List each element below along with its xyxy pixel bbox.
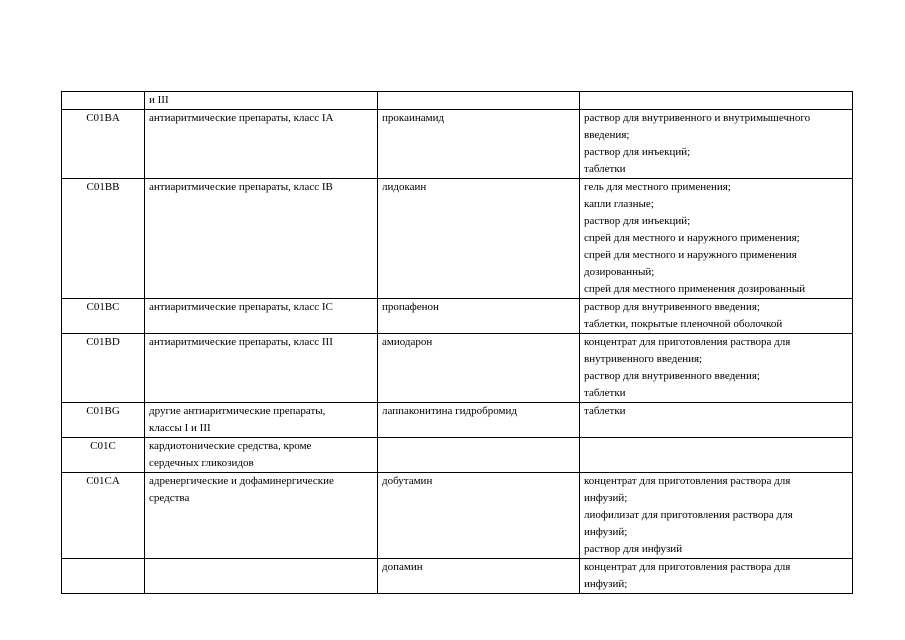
- atc-code-cell: [62, 559, 145, 594]
- drug-text-line: прокаинамид: [382, 112, 445, 124]
- drug-text-line: амиодарон: [382, 336, 433, 348]
- forms-text-line: концентрат для приготовления раствора для: [584, 475, 791, 487]
- group-text-line: средства: [149, 492, 190, 504]
- drug-text-line: лидокаин: [382, 181, 427, 193]
- code-text: C01BC: [86, 301, 120, 313]
- table-row: [62, 334, 853, 403]
- forms-text-line: внутривенного введения;: [584, 353, 703, 365]
- atc-code-cell: [62, 334, 145, 403]
- group-text-line: кардиотонические средства, кроме: [149, 440, 312, 452]
- drug-name-cell: [378, 334, 580, 403]
- group-text-line: антиаритмические препараты, класс III: [149, 336, 333, 348]
- dosage-forms-cell: [580, 179, 853, 299]
- dosage-forms-cell: [580, 334, 853, 403]
- pharmacological-group-cell: [145, 473, 378, 559]
- atc-code-cell: [62, 403, 145, 438]
- forms-text-line: концентрат для приготовления раствора для: [584, 336, 791, 348]
- forms-text-line: инфузий;: [584, 578, 628, 590]
- forms-text-line: концентрат для приготовления раствора для: [584, 561, 791, 573]
- drug-name-cell: [378, 473, 580, 559]
- pharmacological-group-cell: [145, 92, 378, 110]
- pharmacological-group-cell: [145, 299, 378, 334]
- pharmacological-group-cell: [145, 559, 378, 594]
- drug-name-cell: [378, 559, 580, 594]
- code-text: C01BD: [86, 336, 120, 348]
- forms-text-line: раствор для инъекций;: [584, 215, 691, 227]
- forms-text-line: таблетки: [584, 163, 626, 175]
- code-text: C01CA: [86, 475, 120, 487]
- pharmacological-group-cell: [145, 334, 378, 403]
- forms-text-line: спрей для местного и наружного применения;: [584, 232, 800, 244]
- forms-text-line: раствор для внутривенного и внутримышечного: [584, 112, 811, 124]
- forms-text-line: инфузий;: [584, 526, 628, 538]
- code-text: C01BA: [86, 112, 120, 124]
- group-text-line: антиаритмические препараты, класс IB: [149, 181, 333, 193]
- dosage-forms-cell: [580, 559, 853, 594]
- forms-text-line: гель для местного применения;: [584, 181, 731, 193]
- forms-text-line: инфузий;: [584, 492, 628, 504]
- forms-text-line: раствор для внутривенного введения;: [584, 301, 760, 313]
- drug-name-cell: [378, 110, 580, 179]
- drug-text-line: добутамин: [382, 475, 433, 487]
- pharmacological-group-cell: [145, 438, 378, 473]
- forms-text-line: введения;: [584, 129, 630, 141]
- code-text: C01C: [90, 440, 116, 452]
- drug-name-cell: [378, 179, 580, 299]
- drug-name-cell: [378, 92, 580, 110]
- table-row: [62, 299, 853, 334]
- atc-code-cell: [62, 438, 145, 473]
- forms-text-line: таблетки: [584, 405, 626, 417]
- atc-code-cell: [62, 473, 145, 559]
- forms-text-line: раствор для инъекций;: [584, 146, 691, 158]
- drug-classification-table: [61, 91, 853, 594]
- group-text-line: адренергические и дофаминергические: [149, 475, 334, 487]
- group-text-line: антиаритмические препараты, класс IC: [149, 301, 333, 313]
- atc-code-cell: [62, 299, 145, 334]
- dosage-forms-cell: [580, 403, 853, 438]
- group-text-line: сердечных гликозидов: [149, 457, 254, 469]
- table-row: [62, 438, 853, 473]
- table-row: [62, 403, 853, 438]
- table-row: [62, 473, 853, 559]
- code-text: C01BB: [86, 181, 120, 193]
- forms-text-line: раствор для внутривенного введения;: [584, 370, 760, 382]
- table-row: [62, 179, 853, 299]
- group-text-line: классы I и III: [149, 422, 211, 434]
- table-row: [62, 92, 853, 110]
- atc-code-cell: [62, 110, 145, 179]
- forms-text-line: таблетки, покрытые пленочной оболочкой: [584, 318, 783, 330]
- table-row: [62, 559, 853, 594]
- drug-text-line: допамин: [382, 561, 423, 573]
- forms-text-line: дозированный;: [584, 266, 655, 278]
- drug-name-cell: [378, 299, 580, 334]
- forms-text-line: капли глазные;: [584, 198, 654, 210]
- dosage-forms-cell: [580, 110, 853, 179]
- table-row: [62, 110, 853, 179]
- drug-name-cell: [378, 438, 580, 473]
- forms-text-line: спрей для местного и наружного применения: [584, 249, 797, 261]
- forms-text-line: лиофилизат для приготовления раствора для: [584, 509, 793, 521]
- table-body: [62, 92, 853, 594]
- dosage-forms-cell: [580, 473, 853, 559]
- group-text-line: другие антиаритмические препараты,: [149, 405, 326, 417]
- dosage-forms-cell: [580, 438, 853, 473]
- atc-code-cell: [62, 92, 145, 110]
- code-text: C01BG: [86, 405, 120, 417]
- drug-text-line: лаппаконитина гидробромид: [382, 405, 517, 417]
- drug-name-cell: [378, 403, 580, 438]
- pharmacological-group-cell: [145, 403, 378, 438]
- forms-text-line: раствор для инфузий: [584, 543, 683, 555]
- group-text-line: и III: [149, 94, 169, 106]
- atc-code-cell: [62, 179, 145, 299]
- dosage-forms-cell: [580, 92, 853, 110]
- forms-text-line: спрей для местного применения дозированный: [584, 283, 806, 295]
- dosage-forms-cell: [580, 299, 853, 334]
- pharmacological-group-cell: [145, 179, 378, 299]
- group-text-line: антиаритмические препараты, класс IA: [149, 112, 334, 124]
- drug-text-line: пропафенон: [382, 301, 439, 313]
- forms-text-line: таблетки: [584, 387, 626, 399]
- pharmacological-group-cell: [145, 110, 378, 179]
